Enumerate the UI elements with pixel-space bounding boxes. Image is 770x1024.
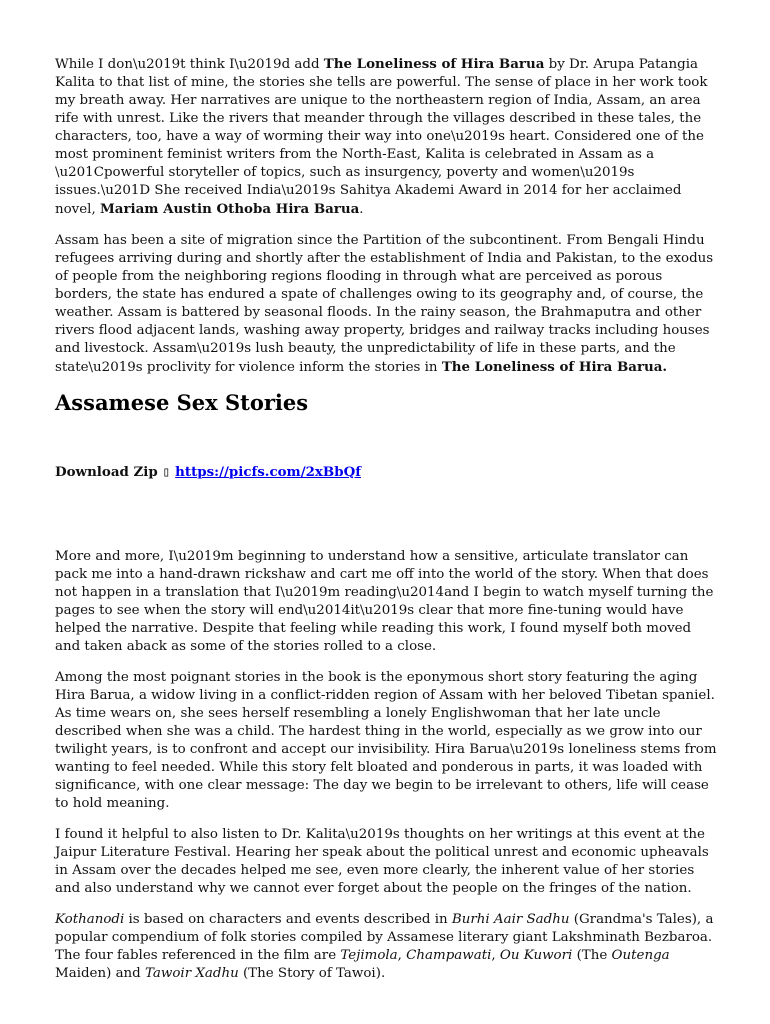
missing-glyph-icon: ▯ — [162, 465, 171, 480]
paragraph-festival: I found it helpful to also listen to Dr. Kalita\u2019s thoughts on her writings at this event at the Jaipur Literature Festival. Hearing her speak about the political unrest and economic upheavals in Assam over the decades helped me see, even more clearly, the inherent value of her stories and also understand why we cannot ever forget about the people on the fringes of the nation. — [55, 827, 709, 896]
paragraph-intro: While I don\u2019t think I\u2019d add The Loneliness of Hira Barua by Dr. Arupa Patangia Kalita to that list of mine, the stories she tells are powerful. The sense of place in her work took my breath away. Her narratives are unique to the northeastern region of India, Assam, an area rife with unrest. Like the rivers that meander through the villages described in these tales, the characters, too, have a way of worming their way into one\u2019s heart. Considered one of the most prominent feminist writers from the North-East, Kalita is celebrated in Assam as a \u201Cpowerful storyteller of topics, such as insurgency, poverty and women\u2019s issues.\u201D She received India\u2019s Sahitya Akademi Award in 2014 for her acclaimed novel, Mariam Austin Othoba Hira Barua. — [55, 56, 708, 217]
section-heading: Assamese Sex Stories — [55, 390, 309, 415]
book-title: The Loneliness of Hira Barua. — [441, 359, 668, 375]
download-line — [55, 463, 717, 482]
paragraph-translator: More and more, I\u2019m beginning to understand how a sensitive, articulate translator can pack me into a hand-drawn rickshaw and cart me off into the world of the story. When that does not happen in a translation that I\u2019m reading\u2014and I begin to watch myself turning the pages to see when the story will end\u2014it\u2019s clear that more fine-tuning would have helped the narrative. Despite that feeling while reading this work, I found myself both moved and taken aback as some of the stories rolled to a close. — [55, 549, 714, 654]
document-page — [55, 55, 717, 996]
paragraph-hira-barua: Among the most poignant stories in the book is the eponymous short story featuring the aging Hira Barua, a widow living in a conflict-ridden region of Assam with her beloved Tibetan spaniel. As time wears on, she sees herself resembling a lonely Englishwoman that her late uncle described when she was a child. The hardest thing in the world, especially as we grow into our twilight years, is to confront and accept our invisibility. Hira Barua\u2019s loneliness stems from wanting to feel needed. While this story felt bloated and ponderous in parts, it was loaded with significance, with one clear message: The day we begin to be irrelevant to others, life will cease to hold meaning. — [55, 670, 717, 811]
book-title: The Loneliness of Hira Barua — [323, 56, 545, 72]
paragraph-assam: Assam has been a site of migration since the Partition of the subcontinent. From Bengali Hindu refugees arriving during and shortly after the establishment of India and Pakistan, to the exodus of people from the neighboring regions flooding in through what are perceived as porous borders, the state has endured a spate of challenges owing to its geography and, of course, the weather. Assam is battered by seasonal floods. In the rainy season, the Brahmaputra and other rivers flood adjacent lands, washing away property, bridges and railway tracks including houses and livestock. Assam\u2019s lush beauty, the unpredictability of life in these parts, and the state\u2019s proclivity for violence inform the stories in The Loneliness of Hira Barua. — [55, 233, 714, 375]
novel-title: Mariam Austin Othoba Hira Barua — [99, 201, 360, 217]
download-link[interactable]: https://picfs.com/2xBbQf — [175, 464, 362, 480]
download-label: Download Zip — [55, 464, 163, 480]
paragraph-kothanodi: Kothanodi is based on characters and events described in Burhi Aair Sadhu (Grandma's Tales), a popular compendium of folk stories compiled by Assamese literary giant Lakshminath Bezbaroa. The four fables referenced in the film are Tejimola, Champawati, Ou Kuwori (The Outenga Maiden) and Tawoir Xadhu (The Story of Tawoi). — [55, 912, 714, 981]
